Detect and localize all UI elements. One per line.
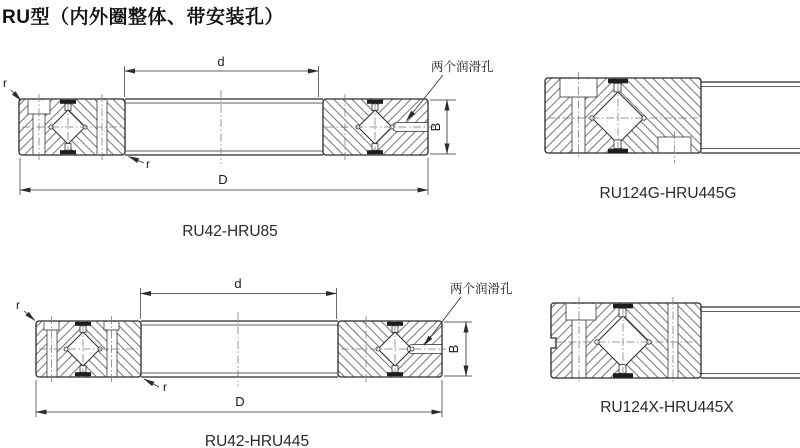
ring-section [545,72,701,163]
fillet-radius-callout-top [3,76,21,101]
dimension-width-B [428,100,456,154]
right-ring-section [338,316,446,383]
dimension-inner-diameter [125,54,319,97]
page-title: RU型（内外圈整体、带安装孔） [2,7,284,28]
dim-label-r: r [3,76,7,90]
dim-label-D: D [235,394,245,409]
bore-band [701,82,800,153]
dim-label-D: D [218,172,228,187]
drawing-ru42-hru445 [16,276,513,448]
drawing-ru124x-hru445x [551,297,800,416]
dim-label-d: d [234,276,242,291]
right-ring-section [323,94,434,160]
drawing-caption: RU42-HRU85 [182,223,278,240]
bore-band [701,307,800,378]
dim-label-B: B [446,344,461,354]
left-ring-section [19,94,125,160]
dim-label-r: r [163,380,167,394]
dim-label-B: B [428,122,443,132]
drawing-ru124g-hru445g [545,72,800,202]
left-ring-section [36,316,141,383]
dim-label-r: r [146,157,150,171]
bore-band [141,312,338,386]
dimension-inner-diameter [141,276,337,319]
bore-band [125,90,323,164]
fillet-radius-callout-bore [129,157,151,172]
drawing-caption: RU124X-HRU445X [600,399,734,416]
lube-holes-label: 两个润滑孔 [450,282,513,296]
drawing-caption: RU42-HRU445 [204,433,310,448]
drawing-caption: RU124G-HRU445G [599,185,737,202]
dimension-width-B [444,322,472,376]
fillet-radius-callout-bore [144,379,167,394]
ring-section [551,297,702,384]
dimension-outer-diameter [36,380,442,417]
dim-label-d: d [217,54,225,69]
lube-holes-label: 两个润滑孔 [431,60,494,74]
drawing-ru42-hru85 [3,54,494,240]
dimension-outer-diameter [20,158,428,195]
dim-label-r: r [16,298,20,312]
fillet-radius-callout-top [16,298,35,321]
